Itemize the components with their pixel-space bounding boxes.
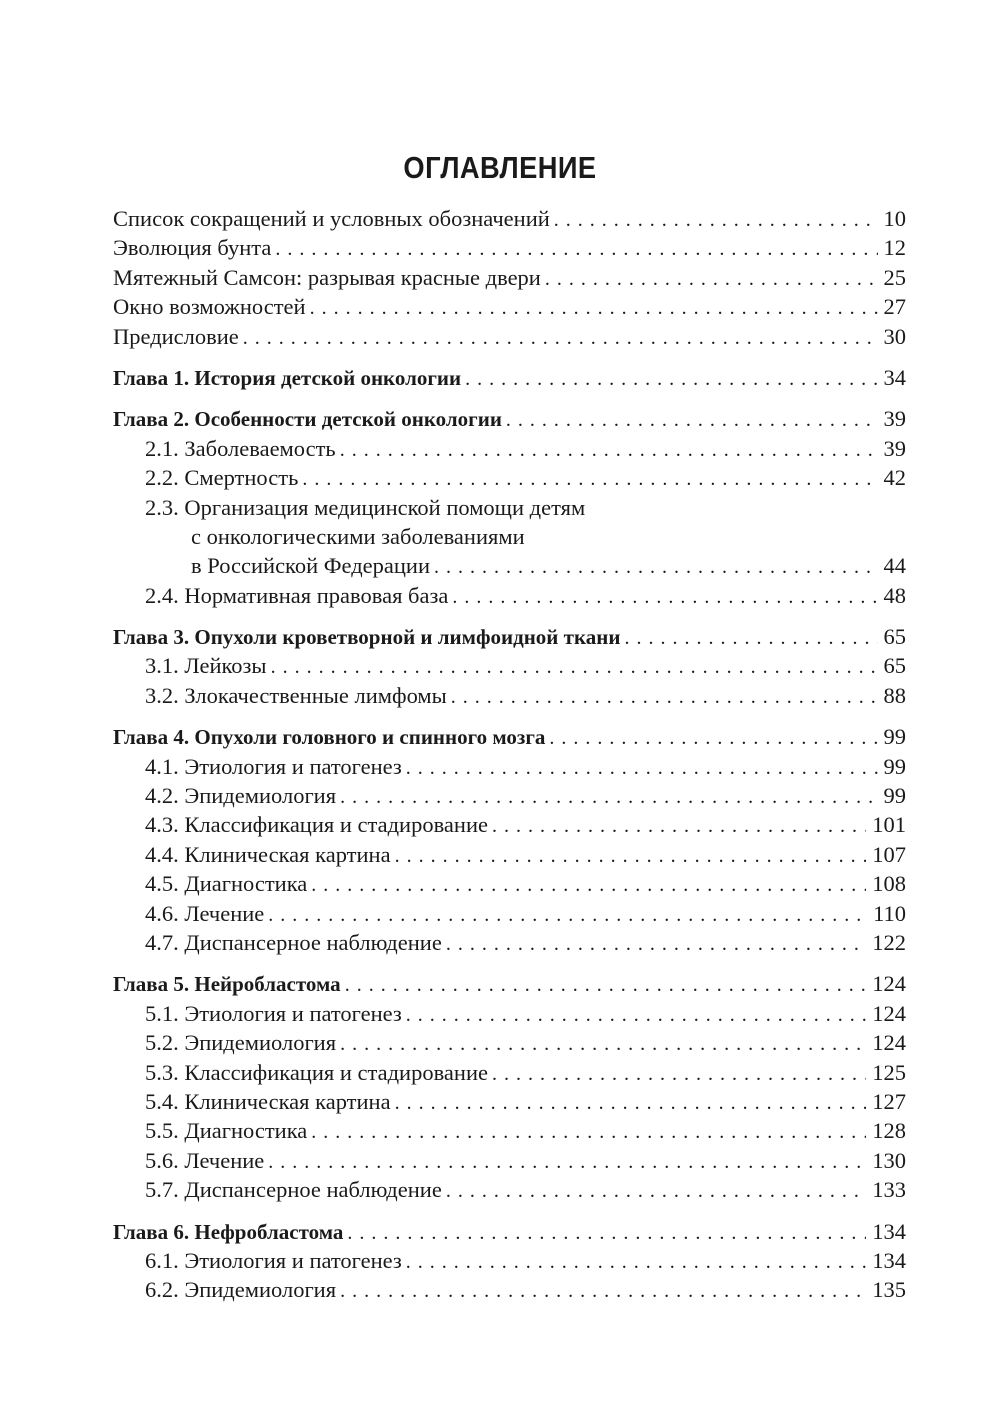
toc-page-number: 39	[883, 435, 906, 461]
dot-leader	[492, 812, 866, 841]
toc-entry-title: 5.5. Диагностика	[145, 1118, 308, 1144]
dot-leader	[340, 1277, 866, 1306]
toc-entry-title: 5.4. Клиническая картина	[145, 1088, 391, 1114]
toc-entry-title: с онкологическими заболеваниями	[191, 523, 525, 549]
dot-leader	[340, 436, 878, 465]
toc-page-number: 99	[883, 724, 906, 750]
dot-leader	[492, 1060, 866, 1089]
table-of-contents	[113, 204, 906, 1305]
dot-leader	[406, 754, 878, 783]
dot-leader	[406, 1001, 866, 1030]
toc-page-number: 110	[873, 900, 906, 926]
toc-chapter-entry[interactable]	[113, 1217, 906, 1246]
dot-leader	[302, 465, 877, 494]
toc-page-number: 133	[872, 1177, 906, 1203]
toc-entry-title: 4.5. Диагностика	[145, 871, 308, 897]
toc-entry[interactable]	[113, 581, 906, 610]
dot-leader	[406, 1248, 866, 1277]
dot-leader	[549, 724, 877, 753]
dot-leader	[311, 871, 866, 900]
toc-entry-title: 4.4. Клиническая картина	[145, 841, 391, 867]
dot-leader	[446, 930, 866, 959]
toc-entry-title: 4.6. Лечение	[145, 900, 265, 926]
toc-entry-title: Глава 4. Опухоли головного и спинного мозга	[113, 725, 546, 750]
toc-page-number: 42	[883, 465, 906, 491]
toc-entry-title: Глава 6. Нефробластома	[113, 1219, 344, 1244]
toc-entry-title: Глава 1. История детской онкологии	[113, 365, 462, 390]
dot-leader	[340, 783, 877, 812]
toc-page-number: 25	[883, 264, 906, 290]
toc-entry[interactable]	[113, 233, 906, 262]
toc-entry[interactable]	[113, 840, 906, 869]
toc-page-number: 10	[883, 206, 906, 231]
toc-entry[interactable]	[113, 1058, 906, 1087]
toc-entry-title: Эволюция бунта	[113, 235, 272, 261]
toc-page-number: 124	[872, 1000, 906, 1026]
toc-entry[interactable]	[113, 928, 906, 957]
toc-entry-title: 4.3. Классификация и стадирование	[145, 812, 488, 838]
toc-entry[interactable]	[113, 1116, 906, 1145]
dot-leader	[545, 265, 878, 294]
toc-entry-title: 5.6. Лечение	[145, 1147, 265, 1173]
toc-chapter-entry[interactable]	[113, 722, 906, 751]
dot-leader	[275, 235, 877, 264]
toc-entry[interactable]	[113, 322, 906, 351]
toc-page-number: 127	[872, 1088, 906, 1114]
dot-leader	[452, 583, 877, 612]
toc-entry-title: в Российской Федерации	[191, 553, 431, 579]
toc-entry-title: Глава 2. Особенности детской онкологии	[113, 407, 502, 432]
toc-page-number: 125	[872, 1059, 906, 1085]
toc-page-number: 124	[872, 1030, 906, 1056]
dot-leader	[554, 206, 878, 235]
toc-page-number: 134	[872, 1247, 906, 1273]
toc-chapter-entry[interactable]	[113, 363, 906, 392]
toc-entry[interactable]	[113, 869, 906, 898]
toc-page-number: 27	[883, 294, 906, 320]
toc-entry-title: 5.3. Классификация и стадирование	[145, 1059, 488, 1085]
toc-entry-title: 6.2. Эпидемиология	[145, 1277, 337, 1303]
dot-leader	[506, 406, 878, 435]
toc-entry-title: 2.3. Организация медицинской помощи детям	[145, 494, 586, 520]
toc-entry-title: 5.1. Этиология и патогенез	[145, 1000, 402, 1026]
toc-entry[interactable]	[113, 1146, 906, 1175]
dot-leader	[268, 901, 867, 930]
dot-leader	[268, 1148, 866, 1177]
toc-entry[interactable]	[113, 1028, 906, 1057]
toc-entry[interactable]	[113, 292, 906, 321]
dot-leader	[345, 971, 867, 1000]
dot-leader	[395, 1089, 867, 1118]
toc-page-number: 39	[883, 406, 906, 432]
toc-entry[interactable]	[113, 522, 906, 551]
toc-page-number: 65	[883, 624, 906, 650]
toc-entry-title: 3.1. Лейкозы	[145, 653, 267, 679]
toc-entry[interactable]	[113, 1275, 906, 1304]
toc-entry-title: 4.1. Этиология и патогенез	[145, 753, 402, 779]
toc-entry-title: 3.2. Злокачественные лимфомы	[145, 682, 447, 708]
toc-page-number: 12	[883, 235, 906, 261]
toc-chapter-entry[interactable]	[113, 969, 906, 998]
dot-leader	[446, 1177, 866, 1206]
toc-page-number: 122	[872, 929, 906, 955]
toc-page-number: 128	[872, 1118, 906, 1144]
toc-entry[interactable]	[113, 551, 906, 580]
toc-entry[interactable]	[113, 204, 906, 233]
toc-entry[interactable]	[113, 263, 906, 292]
toc-page-number: 124	[872, 971, 906, 997]
toc-entry-title: 5.2. Эпидемиология	[145, 1030, 337, 1056]
toc-chapter-entry[interactable]	[113, 622, 906, 651]
toc-entry-title: Предисловие	[113, 323, 239, 349]
toc-page-number: 88	[883, 682, 906, 708]
toc-entry-title: Мятежный Самсон: разрывая красные двери	[113, 264, 541, 290]
dot-leader	[311, 1118, 866, 1147]
toc-page-number: 108	[872, 871, 906, 897]
toc-entry[interactable]	[113, 1087, 906, 1116]
dot-leader	[347, 1219, 866, 1248]
toc-entry[interactable]	[113, 899, 906, 928]
toc-entry[interactable]	[113, 681, 906, 710]
toc-entry-title: 4.7. Диспансерное наблюдение	[145, 929, 442, 955]
toc-entry-title: 2.1. Заболеваемость	[145, 435, 336, 461]
toc-entry-title: Глава 3. Опухоли кроветворной и лимфоидной ткани	[113, 625, 621, 650]
dot-leader	[395, 842, 867, 871]
toc-page-number: 134	[872, 1218, 906, 1244]
toc-entry-title: Список сокращений и условных обозначений	[113, 206, 550, 231]
dot-leader	[271, 653, 878, 682]
dot-leader	[624, 624, 877, 653]
toc-page-number: 99	[883, 783, 906, 809]
toc-entry[interactable]	[113, 781, 906, 810]
toc-page-number: 30	[883, 323, 906, 349]
toc-entry[interactable]	[113, 810, 906, 839]
toc-entry[interactable]	[113, 434, 906, 463]
dot-leader	[310, 294, 878, 323]
toc-page-number: 99	[883, 753, 906, 779]
toc-entry-title: 2.2. Смертность	[145, 465, 299, 491]
dot-leader	[434, 553, 877, 582]
toc-page-number: 101	[872, 812, 906, 838]
toc-page-number: 44	[883, 553, 906, 579]
toc-entry-title: 2.4. Нормативная правовая база	[145, 582, 449, 608]
toc-page-number: 130	[872, 1147, 906, 1173]
toc-entry-title: 6.1. Этиология и патогенез	[145, 1247, 402, 1273]
toc-chapter-entry[interactable]	[113, 404, 906, 433]
toc-entry[interactable]	[113, 1246, 906, 1275]
dot-leader	[451, 683, 878, 712]
dot-leader	[340, 1030, 866, 1059]
toc-entry[interactable]	[113, 463, 906, 492]
toc-page-number: 65	[883, 653, 906, 679]
toc-entry[interactable]	[113, 1175, 906, 1204]
toc-entry-title: Окно возможностей	[113, 294, 306, 320]
toc-page-number: 34	[883, 364, 906, 390]
toc-page-number: 107	[872, 841, 906, 867]
toc-entry[interactable]	[113, 752, 906, 781]
toc-entry[interactable]	[113, 651, 906, 680]
toc-entry-title: 5.7. Диспансерное наблюдение	[145, 1177, 442, 1203]
toc-entry-title: 4.2. Эпидемиология	[145, 783, 337, 809]
dot-leader	[243, 324, 878, 353]
toc-page-number: 48	[883, 582, 906, 608]
toc-page-number: 135	[872, 1277, 906, 1303]
toc-entry[interactable]	[113, 493, 906, 522]
toc-entry-title: Глава 5. Нейробластома	[113, 972, 341, 997]
toc-entry[interactable]	[113, 999, 906, 1028]
dot-leader	[465, 365, 877, 394]
page-title: ОГЛАВЛЕНИЕ	[403, 150, 597, 185]
